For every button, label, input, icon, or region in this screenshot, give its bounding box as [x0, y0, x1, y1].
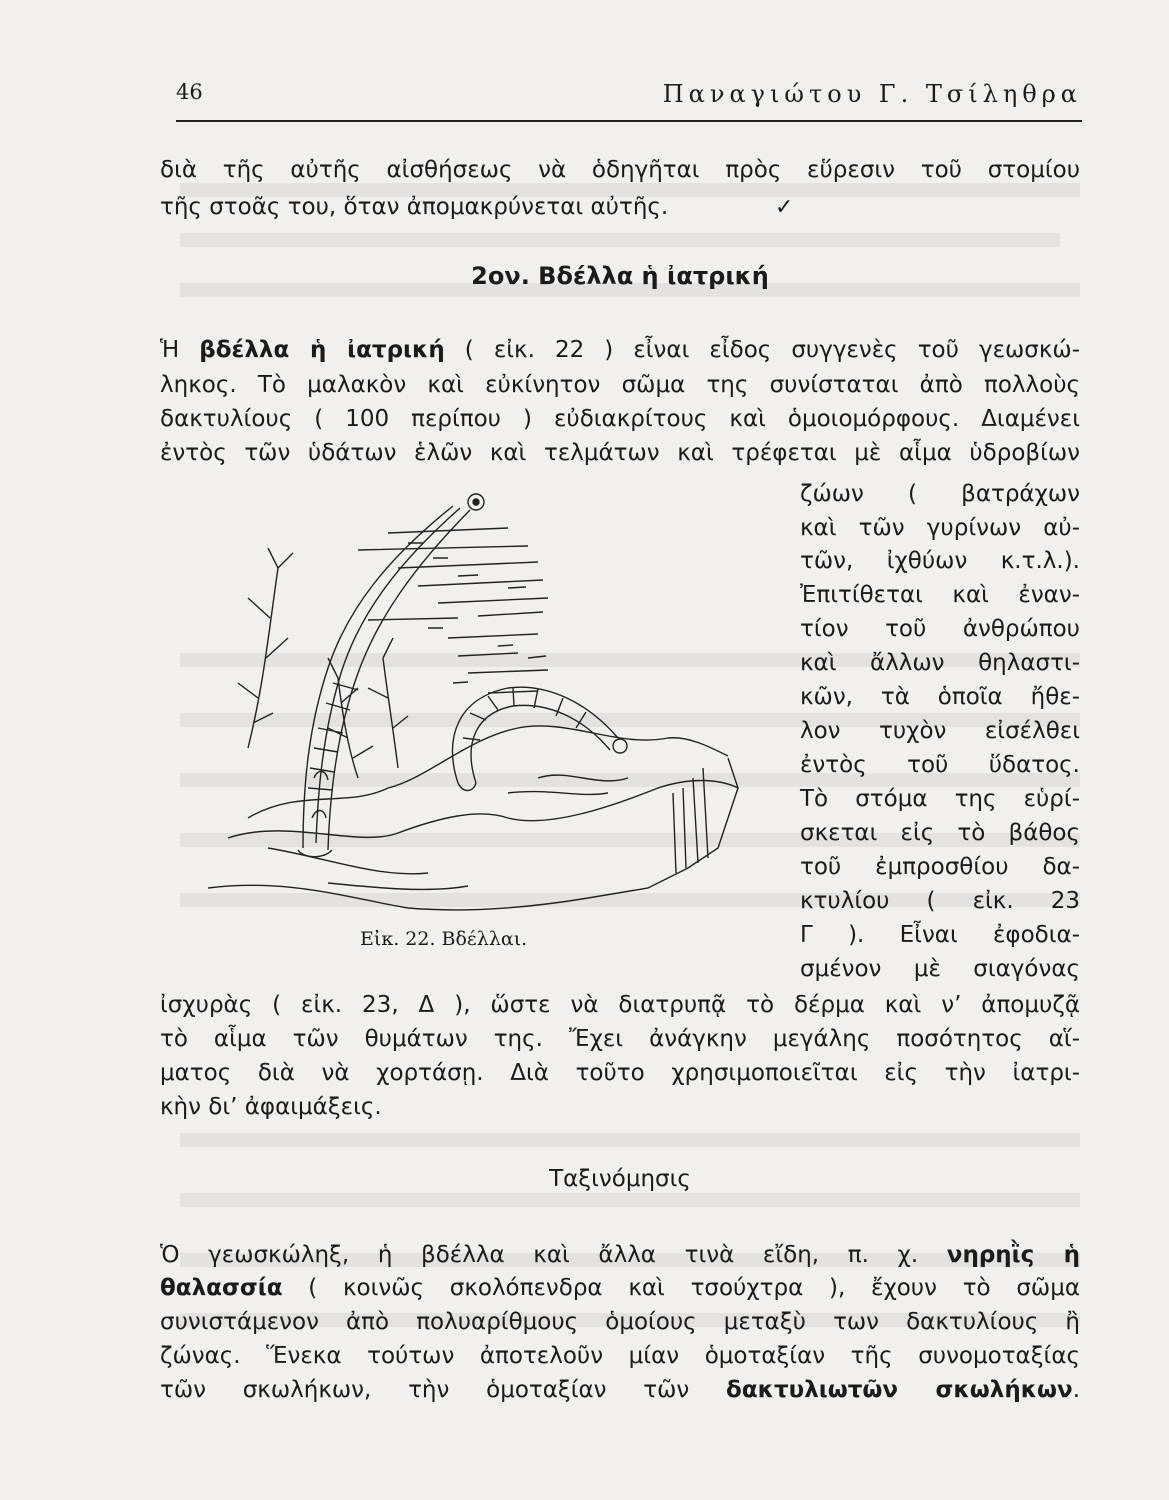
side-column-line: τοῦ ἐμπροσθίου δα- — [800, 854, 1080, 880]
bold-term: θαλασσία — [160, 1275, 283, 1301]
intro-line: τῆς στοᾶς του, ὅταν ἀπομακρύνεται αὐτῆς. — [160, 194, 669, 220]
paragraph-line: ζώνας. Ἕνεκα τούτων ἀποτελοῦν μίαν ὁμοταξίαν τῆς συνομοταξίας — [160, 1343, 1080, 1369]
check-mark-icon: ✓ — [775, 195, 794, 220]
paragraph-line: τὸ αἷμα τῶν θυμάτων της. Ἔχει ἀνάγκην μεγάλης ποσότητος αἵ- — [160, 1026, 1080, 1052]
paragraph-line: δακτυλίους ( 100 περίπου ) εὐδιακρίτους καὶ ὁμοιομόρφους. Διαμένει — [160, 406, 1080, 432]
side-column-line: Γ ). Εἶναι ἐφοδια- — [800, 922, 1080, 948]
page-header — [176, 80, 1082, 114]
side-column-line: κῶν, τὰ ὁποῖα ἤθε- — [800, 684, 1080, 710]
paragraph-line: κὴν δι’ ἀφαιμάξεις. — [160, 1094, 382, 1120]
side-column-line: Ἐπιτίθεται καὶ ἐναν- — [800, 582, 1080, 608]
side-column-line: καὶ τῶν γυρίνων αὐ- — [800, 515, 1080, 541]
paragraph-line: ματος διὰ νὰ χορτάσῃ. Διὰ τοῦτο χρησιμοποιεῖται εἰς τὴν ἰατρι- — [160, 1060, 1080, 1086]
figure-caption: Εἰκ. 22. Βδέλλαι. — [360, 928, 528, 950]
bold-term: δακτυλιωτῶν σκωλήκων — [726, 1377, 1073, 1403]
side-column-line: τῶν, ἰχθύων κ.τ.λ.). — [800, 548, 1080, 574]
side-column-line: Τὸ στόμα της εὑρί- — [800, 786, 1080, 812]
paragraph-line: θαλασσία ( κοινῶς σκολόπενδρα καὶ τσούχτρα ), ἔχουν τὸ σῶμα — [160, 1275, 1080, 1301]
side-column-line: σμένον μὲ σιαγόνας — [800, 956, 1080, 982]
side-column-line: λον τυχὸν εἰσέλθει — [800, 718, 1080, 744]
subsection-title: Ταξινόμησις — [549, 1166, 691, 1192]
side-column-line: κτυλίου ( εἰκ. 23 — [800, 888, 1080, 914]
paragraph-line: ληκος. Τὸ μαλακὸν καὶ εὐκίνητον σῶμα της συνίσταται ἀπὸ πολλοὺς — [160, 372, 1080, 398]
bold-term: βδέλλα ἡ ἰατρική — [199, 337, 445, 363]
page-number: 46 — [176, 80, 203, 104]
paragraph-line: Ὁ γεωσκώληξ, ἡ βδέλλα καὶ ἄλλα τινὰ εἴδη, π. χ. νηρηῒς ἡ — [160, 1242, 1080, 1268]
paragraph-line: ἐντὸς τῶν ὑδάτων ἑλῶν καὶ τελμάτων καὶ τρέφεται μὲ αἷμα ὑδροβίων — [160, 440, 1080, 466]
leech-illustration — [208, 488, 748, 918]
section-title: 2ον. Βδέλλα ἡ ἰατρική — [471, 262, 769, 290]
side-column-line: σκεται εἰς τὸ βάθος — [800, 820, 1080, 846]
side-column-line: τίον τοῦ ἀνθρώπου — [800, 616, 1080, 642]
paragraph-line: ἰσχυρὰς ( εἰκ. 23, Δ ), ὥστε νὰ διατρυπᾷ τὸ δέρμα καὶ ν’ ἀπομυζᾷ — [160, 992, 1080, 1018]
paragraph-line: τῶν σκωλήκων, τὴν ὁμοταξίαν τῶν δακτυλιωτῶν σκωλήκων. — [160, 1377, 1080, 1403]
bold-term: νηρηῒς ἡ — [946, 1242, 1080, 1268]
header-rule — [176, 120, 1082, 122]
side-column-line: ἐντὸς τοῦ ὕδατος. — [800, 752, 1080, 778]
intro-line: διὰ τῆς αὐτῆς αἰσθήσεως νὰ ὁδηγῆται πρὸς εὕρεσιν τοῦ στομίου — [160, 157, 1080, 183]
side-column-line: ζώων ( βατράχων — [800, 481, 1080, 507]
side-column-line: καὶ ἄλλων θηλαστι- — [800, 650, 1080, 676]
paragraph-line: Ἡ βδέλλα ἡ ἰατρική ( εἰκ. 22 ) εἶναι εἶδος συγγενὲς τοῦ γεωσκώ- — [160, 337, 1080, 363]
paragraph-line: συνιστάμενον ἀπὸ πολυαρίθμους ὁμοίους μεταξὺ των δακτυλίους ἢ — [160, 1309, 1080, 1335]
running-head: Παναγιώτου Γ. Τσίληθρα — [662, 80, 1082, 108]
